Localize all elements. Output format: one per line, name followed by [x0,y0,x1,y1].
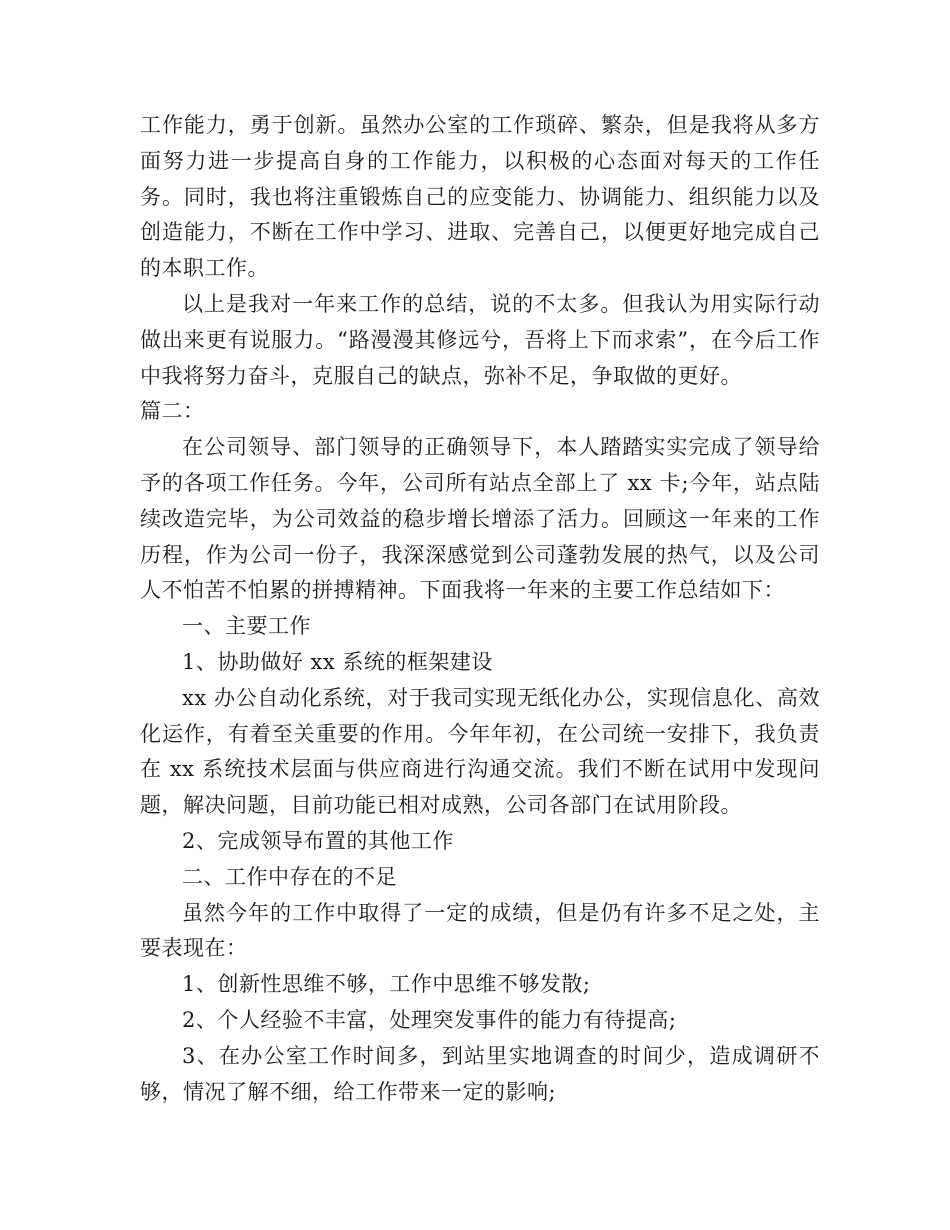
heading-shortcomings: 二、工作中存在的不足 [182,864,397,889]
paragraph-continuation: 工作能力，勇于创新。虽然办公室的工作琐碎、繁杂，但是我将从多方面努力进一步提高自身的工作能力，以积极的心态面对每天的工作任务。同时，我也将注重锻炼自己的应变能力、协调能力、组织能力以及创造能力，不断在工作中学习、进取、完善自己，以便更好地完成自己的本职工作。 [140,113,820,281]
subheading-other-work: 2、完成领导布置的其他工作 [182,828,454,853]
section-heading-part-two: 篇二： [140,399,205,424]
list-item-shortcoming-2: 2、个人经验不丰富，处理突发事件的能力有待提高; [182,1007,677,1032]
heading-main-work: 一、主要工作 [182,614,311,639]
paragraph-shortcomings-intro: 虽然今年的工作中取得了一定的成绩，但是仍有许多不足之处，主要表现在： [140,900,820,961]
document-body [140,108,820,1110]
paragraph-intro: 在公司领导、部门领导的正确领导下，本人踏踏实实完成了领导给予的各项工作任务。今年，公司所有站点全部上了 xx 卡;今年，站点陆续改造完毕，为公司效益的稳步增长增添了活力。回顾这一年来的工作历程，作为公司一份子，我深深感觉到公司蓬勃发展的热气，以及公司人不怕苦不怕累的拼搏精神。下面我将一年来的主要工作总结如下： [140,435,820,603]
list-item-shortcoming-1: 1、创新性思维不够，工作中思维不够发散; [182,972,591,997]
paragraph-system-description: xx 办公自动化系统，对于我司实现无纸化办公，实现信息化、高效化运作，有着至关重要的作用。今年年初，在公司统一安排下，我负责在 xx 系统技术层面与供应商进行沟通交流。我们不断在试用中发现问题，解决问题，目前功能已相对成熟，公司各部门在试用阶段。 [140,685,820,818]
subheading-system-framework: 1、协助做好 xx 系统的框架建设 [182,649,493,674]
list-item-shortcoming-3: 3、在办公室工作时间多，到站里实地调查的时间少，造成调研不够，情况了解不细，给工作带来一定的影响; [140,1043,820,1104]
paragraph-summary-closing: 以上是我对一年来工作的总结，说的不太多。但我认为用实际行动做出来更有说服力。“路漫漫其修远兮，吾将上下而求索”，在今后工作中我将努力奋斗，克服自己的缺点，弥补不足，争取做的更好。 [140,291,820,388]
